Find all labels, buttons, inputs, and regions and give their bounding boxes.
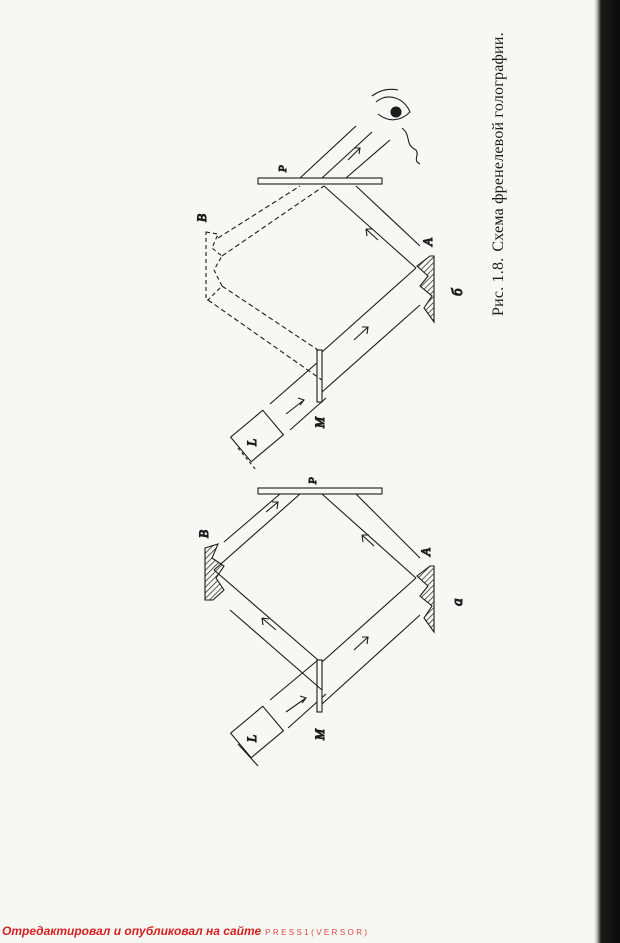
arrow-b-ap xyxy=(366,229,378,240)
arrow-a-mb xyxy=(262,618,276,630)
plate-a xyxy=(258,488,382,494)
label-plate-a: P xyxy=(307,477,319,484)
laser-box-b xyxy=(231,410,284,462)
input-beam-b-1 xyxy=(270,362,318,404)
panel-b-diagram xyxy=(206,89,434,470)
laser-box-a xyxy=(231,706,284,758)
virtual-ray-3 xyxy=(222,286,318,350)
arrow-b-input xyxy=(286,398,304,414)
object-a-lower xyxy=(417,566,434,632)
label-laser-b: L xyxy=(244,438,259,446)
virtual-image-outline xyxy=(206,232,222,300)
panel-label-a: а xyxy=(450,598,466,606)
beam-b-out-1 xyxy=(300,126,356,178)
beam-a-ap-2 xyxy=(356,494,420,558)
arrow-a-bp xyxy=(266,502,278,512)
footer-text: Отредактировал и опубликовал на сайте xyxy=(2,924,262,938)
figure-caption xyxy=(490,32,508,316)
beam-a-ma-1 xyxy=(322,578,416,662)
label-object-b: A xyxy=(420,238,435,246)
label-object-a: A xyxy=(418,548,433,556)
beam-a-mb-1 xyxy=(214,570,318,660)
beam-b-ap-2 xyxy=(356,186,420,246)
beam-b-ma-1 xyxy=(322,268,416,352)
label-virtual-image-b: В xyxy=(194,214,209,222)
virtual-ray-2 xyxy=(222,186,324,256)
arrow-a-input xyxy=(286,696,306,712)
beam-b-ma-2 xyxy=(322,305,420,392)
arrow-b-out xyxy=(348,148,360,160)
footer-note xyxy=(2,924,369,938)
figure-number: Рис. 1.8. xyxy=(490,257,507,316)
laser-tail-b xyxy=(238,448,256,470)
beam-b-out-3 xyxy=(346,140,390,178)
figure-caption-text: Схема френелевой голографии. xyxy=(490,32,507,252)
footer-site: PRESS1(VERSOR) xyxy=(265,928,370,937)
reference-object-a xyxy=(205,544,224,600)
beam-a-ma-2 xyxy=(322,615,420,704)
label-reference-a: В xyxy=(196,530,211,538)
object-b xyxy=(417,256,434,322)
beam-a-mb-2 xyxy=(230,610,322,690)
panel-a-diagram xyxy=(205,488,434,766)
beam-a-bp-1 xyxy=(214,494,300,570)
plate-b xyxy=(258,178,382,184)
label-laser-a: L xyxy=(244,734,259,742)
label-mirror-a: M xyxy=(312,729,327,740)
eye-icon xyxy=(372,89,420,164)
beam-a-bp-2 xyxy=(224,494,280,542)
beam-b-out-2 xyxy=(322,132,372,178)
arrow-b-ma xyxy=(354,327,368,340)
virtual-ray-4 xyxy=(208,300,322,380)
mirror-b xyxy=(317,350,322,402)
panel-label-b: б xyxy=(450,288,466,296)
label-plate-b: P xyxy=(277,165,289,172)
label-mirror-b: M xyxy=(312,417,327,428)
virtual-ray-1 xyxy=(218,186,300,238)
arrow-a-ma xyxy=(354,637,368,650)
beam-b-ap-1 xyxy=(324,186,416,268)
arrow-a-ap xyxy=(362,535,374,546)
